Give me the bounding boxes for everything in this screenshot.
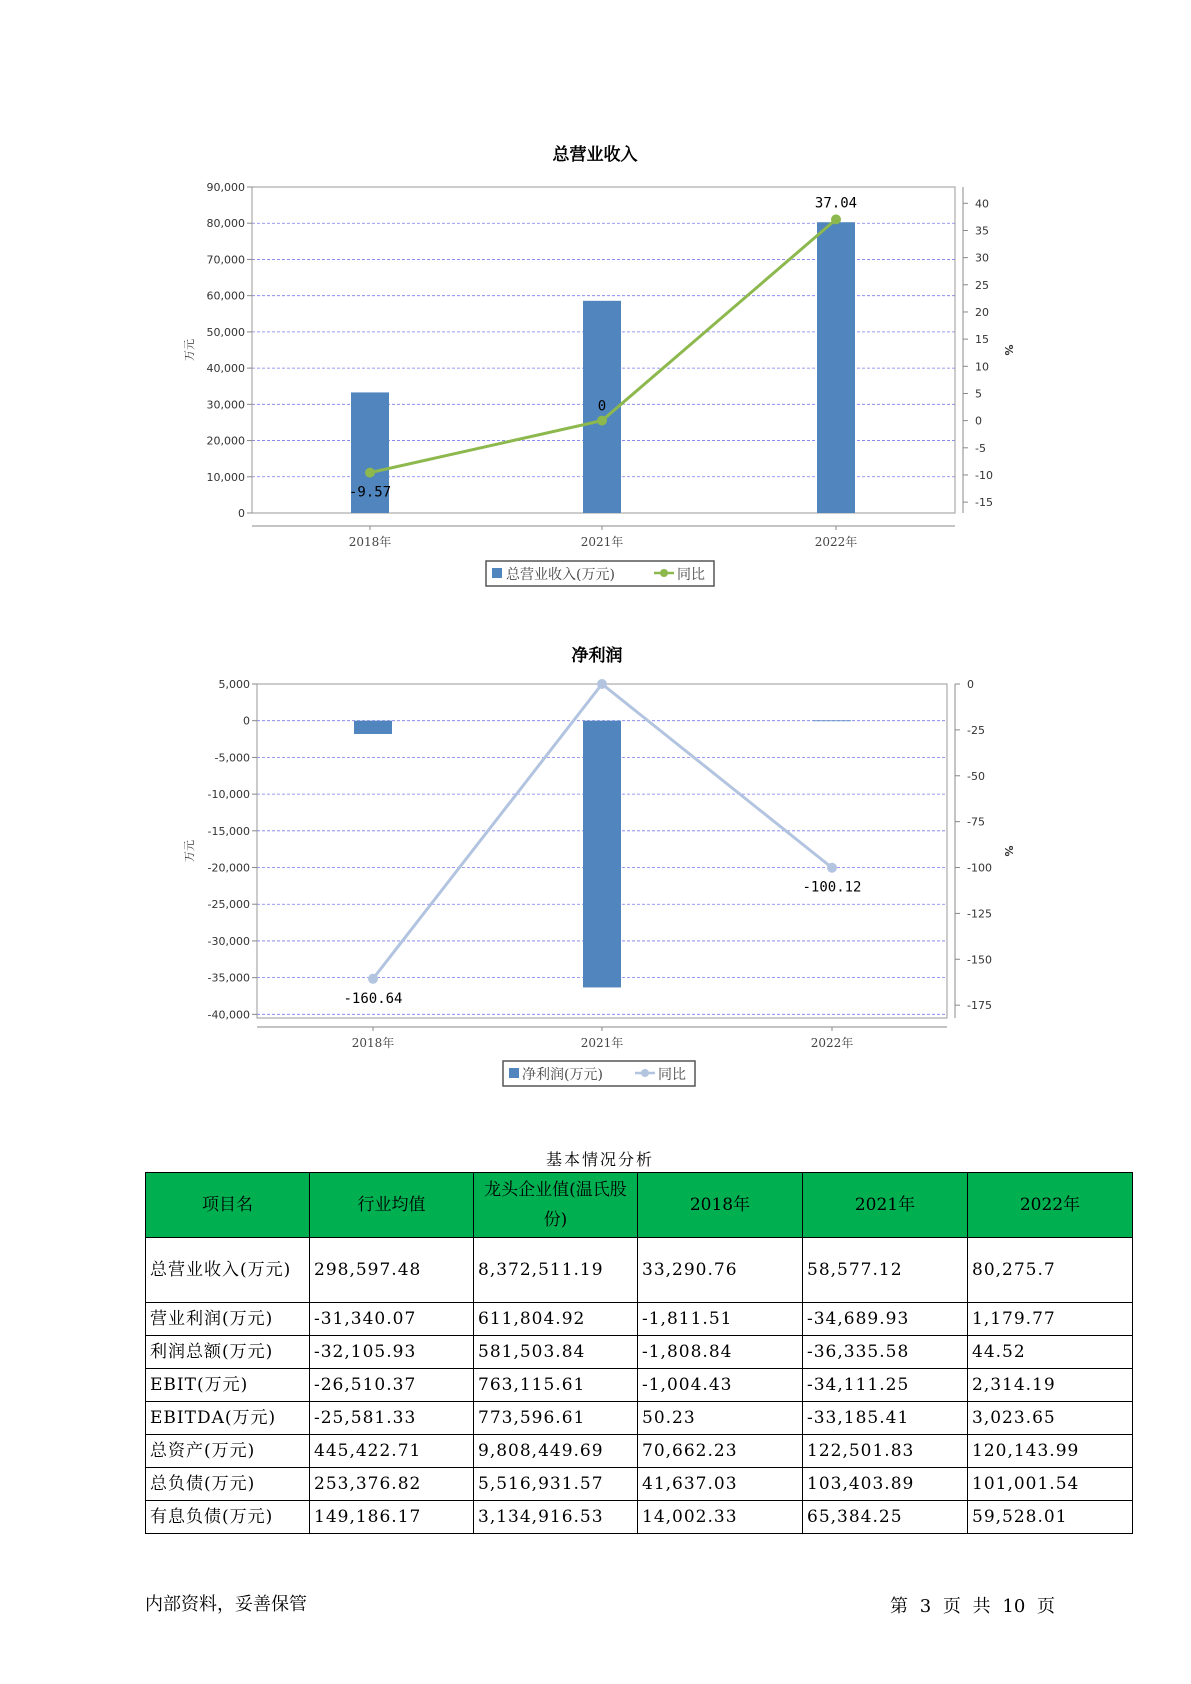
x-tick-label: 2018年 <box>351 1036 395 1050</box>
table-header-cell: 项目名 <box>146 1173 310 1238</box>
y-tick-label: -10,000 <box>207 788 250 802</box>
y-tick-label: 0 <box>238 507 245 520</box>
y2-tick-label: 30 <box>975 251 989 265</box>
y2-tick-label: -15 <box>975 496 993 510</box>
table-cell: 9,808,449.69 <box>474 1435 638 1468</box>
table-cell: 149,186.17 <box>310 1501 474 1534</box>
table-cell: 41,637.03 <box>638 1468 803 1501</box>
x-tick-label: 2021年 <box>580 1036 624 1050</box>
table-cell: -25,581.33 <box>310 1402 474 1435</box>
table-cell: 773,596.61 <box>474 1402 638 1435</box>
table-cell: 8,372,511.19 <box>474 1238 638 1303</box>
y-tick-label: 30,000 <box>206 398 245 412</box>
y-tick-label: 5,000 <box>218 678 250 691</box>
y2-tick-label: 0 <box>967 678 974 691</box>
y2-tick-label: -125 <box>967 907 992 921</box>
y-tick-label: -5,000 <box>214 751 250 765</box>
y-tick-label: 80,000 <box>206 217 245 231</box>
table-row-label: 利润总额(万元) <box>146 1336 310 1369</box>
table-cell: 2,314.19 <box>968 1369 1133 1402</box>
table-cell: 763,115.61 <box>474 1369 638 1402</box>
table-cell: 120,143.99 <box>968 1435 1133 1468</box>
table-cell: -1,811.51 <box>638 1303 803 1336</box>
y-tick-label: 10,000 <box>206 470 245 484</box>
y-tick-label: -40,000 <box>207 1008 250 1022</box>
y2-tick-label: -5 <box>975 441 986 455</box>
yoy-data-label: -100.12 <box>802 879 862 896</box>
yoy-data-label: -160.64 <box>343 990 403 1007</box>
x-tick-label: 2022年 <box>814 535 858 549</box>
yoy-data-label: 0 <box>597 398 607 415</box>
table-row <box>146 1369 1133 1402</box>
y2-tick-label: 0 <box>975 414 982 428</box>
y-tick-label: -25,000 <box>207 898 250 912</box>
table-cell: 253,376.82 <box>310 1468 474 1501</box>
table-row <box>146 1303 1133 1336</box>
bar <box>813 720 851 721</box>
y2-tick-label: -150 <box>967 953 992 967</box>
y2-tick-label: -50 <box>967 769 985 783</box>
revenue-y2-axis-label: % <box>1002 344 1015 356</box>
y-tick-label: -20,000 <box>207 861 250 875</box>
table-row-label: EBIT(万元) <box>146 1369 310 1402</box>
table-cell: 14,002.33 <box>638 1501 803 1534</box>
table-row <box>146 1435 1133 1468</box>
y2-tick-label: 20 <box>975 305 989 319</box>
y-tick-label: 0 <box>243 714 250 728</box>
table-row-label: 总营业收入(万元) <box>146 1238 310 1303</box>
table-row <box>146 1468 1133 1501</box>
table-caption: 基本情况分析 <box>545 1150 654 1169</box>
y2-tick-label: -75 <box>967 815 985 829</box>
table-cell: -26,510.37 <box>310 1369 474 1402</box>
table-cell: 101,001.54 <box>968 1468 1133 1501</box>
legend-line-marker <box>641 1069 649 1077</box>
table-row <box>146 1336 1133 1369</box>
table-cell: 33,290.76 <box>638 1238 803 1303</box>
table-cell: 445,422.71 <box>310 1435 474 1468</box>
table-row-label: 总资产(万元) <box>146 1435 310 1468</box>
profit-y2-axis-label: % <box>1002 845 1015 857</box>
table-cell: -36,335.58 <box>803 1336 968 1369</box>
legend-bar-label: 净利润(万元) <box>522 1067 603 1083</box>
table-cell: 80,275.7 <box>968 1238 1133 1303</box>
footer-confidential: 内部资料，妥善保管 <box>145 1594 307 1615</box>
table-header-cell: 龙头企业值(温氏股份) <box>474 1173 638 1238</box>
yoy-data-label: 37.04 <box>814 195 858 212</box>
table-cell: 44.52 <box>968 1336 1133 1369</box>
legend-bar-swatch <box>509 1068 519 1078</box>
x-tick-label: 2022年 <box>810 1036 854 1050</box>
table-cell: 611,804.92 <box>474 1303 638 1336</box>
table-header-cell: 2022年 <box>968 1173 1133 1238</box>
table-cell: 1,179.77 <box>968 1303 1133 1336</box>
revenue-chart-title: 总营业收入 <box>552 145 638 165</box>
x-tick-label: 2018年 <box>348 535 392 549</box>
y-tick-label: 50,000 <box>206 325 245 339</box>
table-cell: 70,662.23 <box>638 1435 803 1468</box>
y-tick-label: 70,000 <box>206 253 245 267</box>
table-cell: -1,808.84 <box>638 1336 803 1369</box>
table-cell: -1,004.43 <box>638 1369 803 1402</box>
bar <box>583 721 621 988</box>
y-tick-label: -35,000 <box>207 971 250 985</box>
bar <box>354 721 392 734</box>
profit-y-axis-label: 万元 <box>183 840 196 862</box>
table-cell: -32,105.93 <box>310 1336 474 1369</box>
y2-tick-label: 10 <box>975 360 989 374</box>
y-tick-label: 60,000 <box>206 289 245 303</box>
profit-chart-title: 净利润 <box>571 646 623 666</box>
table-row-label: 总负债(万元) <box>146 1468 310 1501</box>
table-cell: -31,340.07 <box>310 1303 474 1336</box>
footer-page-number: 第 3 页 共 10 页 <box>890 1596 1055 1617</box>
y2-tick-label: -25 <box>967 723 985 737</box>
y-tick-label: 90,000 <box>206 181 245 194</box>
table-cell: 581,503.84 <box>474 1336 638 1369</box>
y-tick-label: -30,000 <box>207 934 250 948</box>
legend-bar-label: 总营业收入(万元) <box>506 567 615 583</box>
table-row <box>146 1238 1133 1303</box>
table-cell: 3,023.65 <box>968 1402 1133 1435</box>
table-cell: 58,577.12 <box>803 1238 968 1303</box>
table-cell: 122,501.83 <box>803 1435 968 1468</box>
table-cell: 298,597.48 <box>310 1238 474 1303</box>
y-tick-label: 20,000 <box>206 434 245 448</box>
legend-line-label: 同比 <box>658 1067 686 1083</box>
revenue-y-axis-label: 万元 <box>183 339 196 361</box>
x-tick-label: 2021年 <box>580 535 624 549</box>
table-header-cell: 2018年 <box>638 1173 803 1238</box>
table-row-label: EBITDA(万元) <box>146 1402 310 1435</box>
y2-tick-label: 25 <box>975 278 989 292</box>
table-cell: 65,384.25 <box>803 1501 968 1534</box>
y2-tick-label: -175 <box>967 999 992 1013</box>
table-header-cell: 2021年 <box>803 1173 968 1238</box>
table-cell: 103,403.89 <box>803 1468 968 1501</box>
table-cell: -34,111.25 <box>803 1369 968 1402</box>
table-row <box>146 1402 1133 1435</box>
table-cell: 59,528.01 <box>968 1501 1133 1534</box>
basic-analysis-table <box>145 1172 1133 1534</box>
yoy-data-label: -9.57 <box>348 484 392 501</box>
y2-tick-label: 15 <box>975 333 989 347</box>
profit-legend <box>503 1061 695 1086</box>
table-cell: -33,185.41 <box>803 1402 968 1435</box>
yoy-point <box>827 863 837 873</box>
table-cell: 3,134,916.53 <box>474 1501 638 1534</box>
yoy-point <box>597 679 607 689</box>
yoy-point <box>368 974 378 984</box>
y2-tick-label: 5 <box>975 387 982 401</box>
legend-line-label: 同比 <box>677 567 705 583</box>
table-row-label: 营业利润(万元) <box>146 1303 310 1336</box>
table-cell: -34,689.93 <box>803 1303 968 1336</box>
y2-tick-label: 40 <box>975 197 989 211</box>
table-row-label: 有息负债(万元) <box>146 1501 310 1534</box>
y2-tick-label: -10 <box>975 468 993 482</box>
table-header-row <box>146 1173 1133 1238</box>
table-header-cell: 行业均值 <box>310 1173 474 1238</box>
y2-tick-label: 35 <box>975 224 989 238</box>
table-row <box>146 1501 1133 1534</box>
y-tick-label: 40,000 <box>206 362 245 376</box>
y2-tick-label: -100 <box>967 861 992 875</box>
table-cell: 5,516,931.57 <box>474 1468 638 1501</box>
table-cell: 50.23 <box>638 1402 803 1435</box>
y-tick-label: -15,000 <box>207 824 250 838</box>
